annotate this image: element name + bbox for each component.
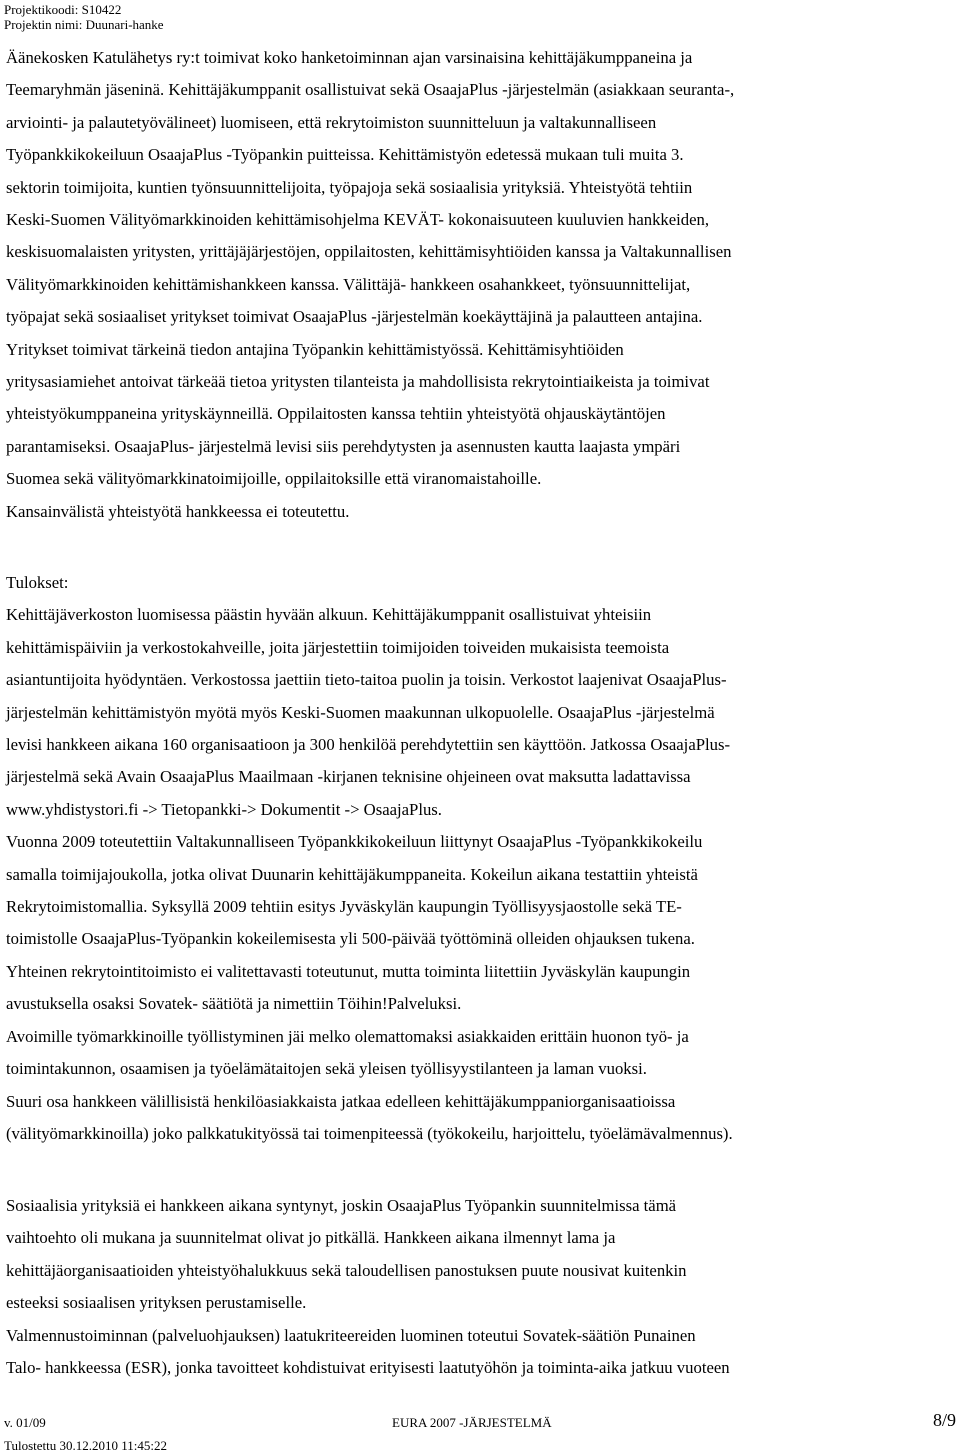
footer-system-name: EURA 2007 -JÄRJESTELMÄ bbox=[392, 1415, 552, 1430]
body-paragraph-social-enterprises: Sosiaalisia yrityksiä ei hankkeen aikana syntynyt, joskin OsaajaPlus Työpankin suunnitelmissa tämä vaihtoehto oli mukana ja suunnitelmat olivat jo pitkällä. Hankkeen aikana ilmennyt lama ja kehittäjäorganisaatioiden yhteistyöhalukkuus sekä taloudellisen panostuksen puute nousivat kuitenkin esteeksi sosiaalisen yrityksen perustamiselle. Valmennustoiminnan (palveluohjauksen) laatukriteereiden luominen toteutui Sovatek-säätiön Punainen Talo- hankkeessa (ESR), jonka tavoitteet kohdistuivat erityisesti laatutyöhön ja toiminta-aika jatkuu vuoteen bbox=[6, 1196, 730, 1378]
footer-version: v. 01/09 bbox=[4, 1415, 46, 1430]
body-paragraph-partners: Äänekosken Katulähetys ry:t toimivat koko hanketoiminnan ajan varsinaisina kehittäjäkumppaneina ja Teemaryhmän jäseninä. Kehittäjäkumppanit osallistuivat sekä OsaajaPlus -järjestelmän (asiakkaan seuranta-, arviointi- ja palautetyövälineet) luomiseen, että rekrytoimiston suunnitteluun ja valtakunnalliseen Työpankkikokeiluun OsaajaPlus -Työpankin puitteissa. Kehittämistyön edetessä mukaan tuli muita 3. sektorin toimijoita, kuntien työnsuunnittelijoita, työpajoja sekä sosiaalisia yrityksiä. Yhteistyötä tehtiin Keski-Suomen Välityömarkkinoiden kehittämisohjelma KEVÄT- kokonaisuuteen kuuluvien hankkeiden, keskisuomalaisten yritysten, yrittäjäjärjestöjen, oppilaitosten, kehittämisyhtiöiden kanssa ja Valtakunnallisen Välityömarkkinoiden kehittämishankkeen kanssa. Välittäjä- hankkeen osahankkeet, työnsuunnittelijat, työpajat sekä sosiaaliset yritykset toimivat OsaajaPlus -järjestelmän koekäyttäjinä ja palautteen antajina. Yritykset toimivat tärkeinä tiedon antajina Työpankin kehittämistyössä. Kehittämisyhtiöiden yritysasiamiehet antoivat tärkeää tietoa yritysten tilanteista ja mahdollisista rekrytointiaikeista ja toimivat yhteistyökumppaneina yrityskäynneillä. Oppilaitosten kanssa tehtiin yhteistyötä ohjauskäytäntöjen parantamiseksi. OsaajaPlus- järjestelmä levisi siis perehdytysten ja asennusten kautta laajasta ympäri Suomea sekä välityömarkkinatoimijoille, oppilaitoksille että viranomaistahoille. Kansainvälistä yhteistyötä hankkeessa ei toteutettu. bbox=[6, 48, 735, 521]
footer-printed-timestamp: Tulostettu 30.12.2010 11:45:22 bbox=[4, 1438, 168, 1453]
project-name: Projektin nimi: Duunari-hanke bbox=[4, 17, 164, 32]
body-paragraph-results: Tulokset: Kehittäjäverkoston luomisessa päästin hyvään alkuun. Kehittäjäkumppanit osallistuivat yhteisiin kehittämispäiviin ja verkostokahveille, joita järjestettiin toimijoiden toiveiden mukaisista teemoista asiantuntijoita hyödyntäen. Verkostossa jaettiin tieto-taitoa puolin ja toisin. Verkostot laajenivat OsaajaPlus- järjestelmän kehittämistyön myötä myös Keski-Suomen maakunnan ulkopuolelle. OsaajaPlus -järjestelmä levisi hankkeen aikana 160 organisaatioon ja 300 henkilöä perehdytettiin sen käyttöön. Jatkossa OsaajaPlus- järjestelmä sekä Avain OsaajaPlus Maailmaan -kirjanen teknisine ohjeineen ovat maksutta ladattavissa www.yhdistystori.fi -> Tietopankki-> Dokumentit -> OsaajaPlus. Vuonna 2009 toteutettiin Valtakunnalliseen Työpankkikokeiluun liittynyt OsaajaPlus -Työpankkikokeilu samalla toimijajoukolla, jotka olivat Duunarin kehittäjäkumppaneita. Kokeilun aikana testattiin yhteistä Rekrytoimistomallia. Syksyllä 2009 tehtiin esitys Jyväskylän kaupungin Työllisyysjaostolle sekä TE- toimistolle OsaajaPlus-Työpankin kokeilemisesta yli 500-päivää työttöminä olleiden ohjauksen tukena. Yhteinen rekrytointitoimisto ei valitettavasti toteutunut, mutta toiminta liitettiin Jyväskylän kaupungin avustuksella osaksi Sovatek- säätiötä ja nimettiin Töihin!Palveluksi. Avoimille työmarkkinoille työllistyminen jäi melko olemattomaksi asiakkaiden erittäin huonon työ- ja toimintakunnon, osaamisen ja työelämätaitojen sekä yleisen työllisyystilanteen ja laman vuoksi. Suuri osa hankkeen välillisistä henkilöasiakkaista jatkaa edelleen kehittäjäkumppaniorganisaatioissa (välityömarkkinoilla) joko palkkatukityössä tai toimenpiteessä (työkokeilu, harjoittelu, työelämävalmennus). bbox=[6, 573, 733, 1143]
footer-page-number: 8/9 bbox=[932, 1410, 956, 1430]
project-code: Projektikoodi: S10422 bbox=[4, 2, 122, 17]
